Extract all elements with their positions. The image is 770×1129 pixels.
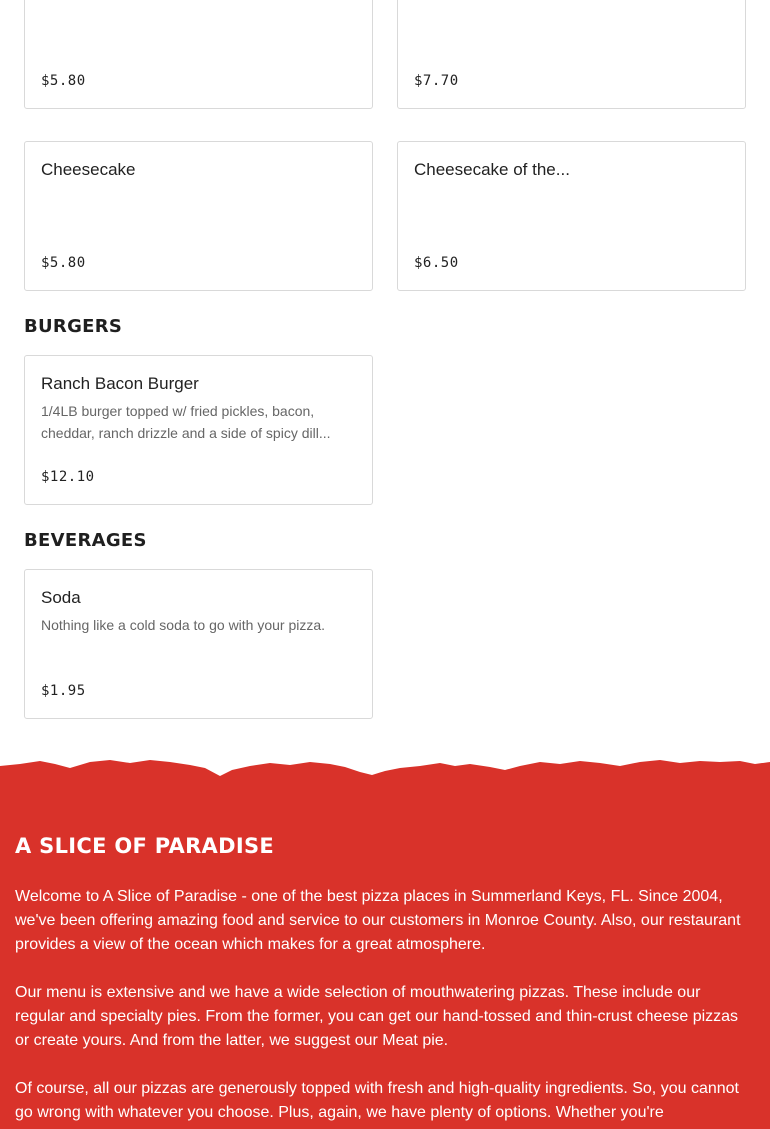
menu-item-card[interactable] — [24, 141, 373, 291]
section-title-beverages: BEVERAGES — [24, 530, 147, 551]
item-price: $7.70 — [414, 73, 459, 89]
about-title: A SLICE OF PARADISE — [15, 834, 275, 858]
item-price: $12.10 — [41, 469, 95, 485]
item-price: $5.80 — [41, 255, 86, 271]
menu-item-card[interactable] — [397, 141, 746, 291]
about-section — [0, 758, 770, 1129]
section-title-burgers: BURGERS — [24, 316, 123, 337]
about-paragraph: Of course, all our pizzas are generously topped with fresh and high-quality ingredients. So, you cannot go wrong with whatever you choose. Plus, again, we have plenty of options. Whether you're — [15, 1080, 739, 1121]
menu-item-card[interactable] — [24, 569, 373, 719]
item-name: Cheesecake — [41, 160, 136, 179]
menu-item-card[interactable] — [24, 355, 373, 505]
item-name: Ranch Bacon Burger — [41, 374, 199, 393]
item-price: $1.95 — [41, 683, 86, 699]
item-name: Soda — [41, 588, 81, 607]
item-price: $6.50 — [414, 255, 459, 271]
item-name: Cheesecake of the... — [414, 160, 570, 179]
item-description: 1/4LB burger topped w/ fried pickles, bacon, cheddar, ranch drizzle and a side of spicy dill... — [41, 403, 331, 441]
item-price: $5.80 — [41, 73, 86, 89]
about-paragraph: Our menu is extensive and we have a wide selection of mouthwatering pizzas. These include our regular and specialty pies. From the former, you can get our hand-tossed and thin-crust cheese pizzas or create yours. And from the latter, we suggest our Meat pie. — [15, 984, 739, 1049]
menu-item-card[interactable] — [397, 0, 746, 109]
about-paragraph: Welcome to A Slice of Paradise - one of the best pizza places in Summerland Keys, FL. Since 2004, we've been offering amazing food and service to our customers in Monroe County. Also, our restaurant provides a view of the ocean which makes for a great atmosphere. — [15, 888, 741, 953]
item-description: Nothing like a cold soda to go with your pizza. — [41, 617, 326, 633]
menu-item-card[interactable] — [24, 0, 373, 109]
